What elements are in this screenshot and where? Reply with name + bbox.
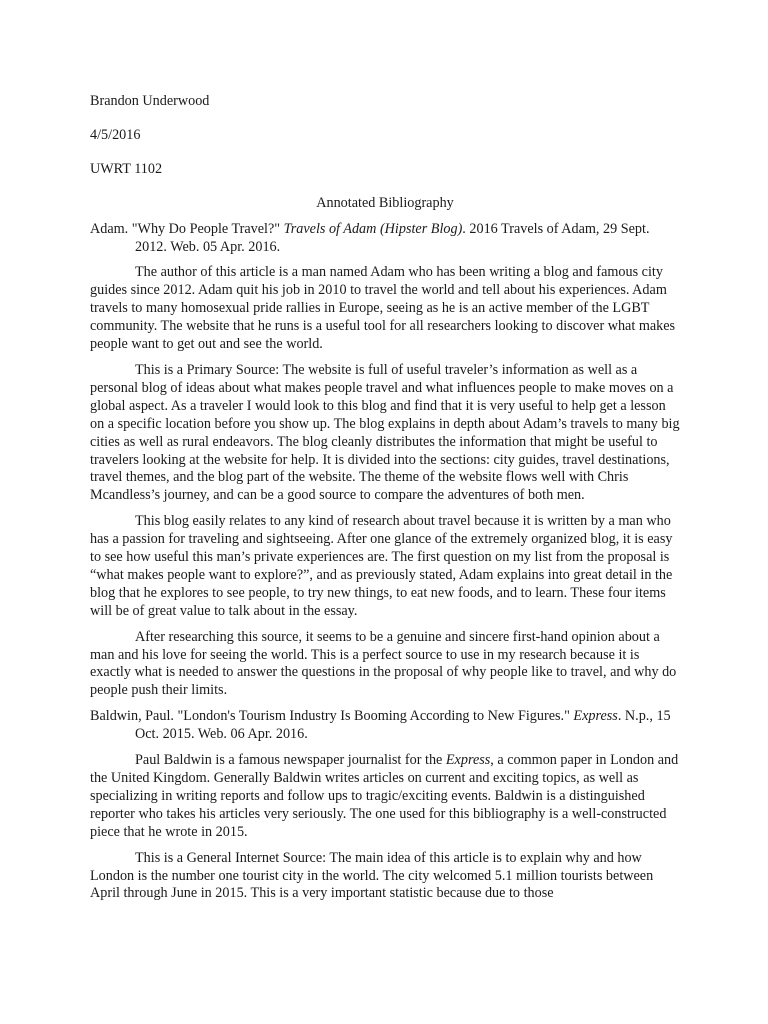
document-date: 4/5/2016 [90, 126, 141, 143]
publication-name: Express [445, 752, 491, 769]
annotation-paragraph [90, 752, 680, 842]
paragraph-text: Paul Baldwin is a famous newspaper journalist for the [135, 752, 446, 769]
citation-text: Baldwin, Paul. "London's Tourism Industry Is Booming According to New Figures." [90, 708, 574, 725]
citation-baldwin [90, 708, 680, 744]
citation-adam [90, 221, 680, 257]
citation-source-title: Express [573, 708, 618, 725]
annotation-paragraph: This is a Primary Source: The website is full of useful traveler’s information as well as a personal blog of ideas about what makes people travel and what influences people to make moves on a global aspect. As a traveler I would look to this blog and find that it is very useful to help get a lesson on a specific location before you show up. The blog explains in depth about Adam’s travels to many big cities as well as rural endeavors. The blog cleanly distributes the information that might be useful to travelers looking at the website for help. It is divided into the sections: city guides, travel destinations, travel themes, and the blog part of the website. The theme of the website flows well with Chris Mcandless’s journey, and can be a good source to compare the adventures of both men. [90, 361, 680, 504]
annotation-paragraph: This is a General Internet Source: The main idea of this article is to explain why and how London is the number one tourist city in the world. The city welcomed 5.1 million tourists between April through June in 2015. This is a very important statistic because due to those [90, 849, 654, 902]
author-name: Brandon Underwood [90, 93, 210, 109]
citation-text: . 2016 Travels of Adam, 29 Sept. 2012. Web. 05 Apr. 2016. [135, 220, 650, 255]
annotation-paragraph: After researching this source, it seems to be a genuine and sincere first-hand opinion about a man and his love for seeing the world. This is a perfect source to use in my research because it is exactly what is needed to answer the questions in the proposal of why people like to travel, and why do people push their limits. [90, 628, 677, 699]
document-title: Annotated Bibliography [316, 194, 454, 211]
annotation-paragraph: The author of this article is a man named Adam who has been writing a blog and famous city guides since 2012. Adam quit his job in 2010 to travel the world and tell about his experiences. Adam travels to many homosexual pride rallies in Europe, seeing as he is an active member of the LGBT community. The website that he runs is a useful tool for all researchers looking to discover what makes people want to get out and see the world. [90, 264, 676, 353]
annotation-paragraph: This blog easily relates to any kind of research about travel because it is written by a man who has a passion for traveling and sightseeing. After one glance of the extremely organized blog, it is easy to see how useful this man’s private experiences are. The first question on my list from the proposal is “what makes people want to explore?”, and as previously stated, Adam explains into great detail in the blog that he explores to see people, to try new things, to eat new foods, and to learn. These four items will be of great value to talk about in the essay. [90, 513, 673, 619]
citation-source-title: Travels of Adam (Hipster Blog) [283, 220, 463, 237]
citation-text: Adam. "Why Do People Travel?" [90, 220, 284, 237]
document-page [90, 93, 680, 911]
paragraph-text: , a common paper in London and the United Kingdom. Generally Baldwin writes articles on current and exciting topics, as well as specializing in writing reports and follow ups to tragic/exciting events. Baldwin is a distinguished reporter who takes his articles very seriously. The one used for this bibliography is a well-constructed piece that he wrote in 2015. [90, 752, 679, 840]
citation-text: . N.p., 15 Oct. 2015. Web. 06 Apr. 2016. [135, 708, 671, 743]
course-code: UWRT 1102 [90, 160, 163, 177]
